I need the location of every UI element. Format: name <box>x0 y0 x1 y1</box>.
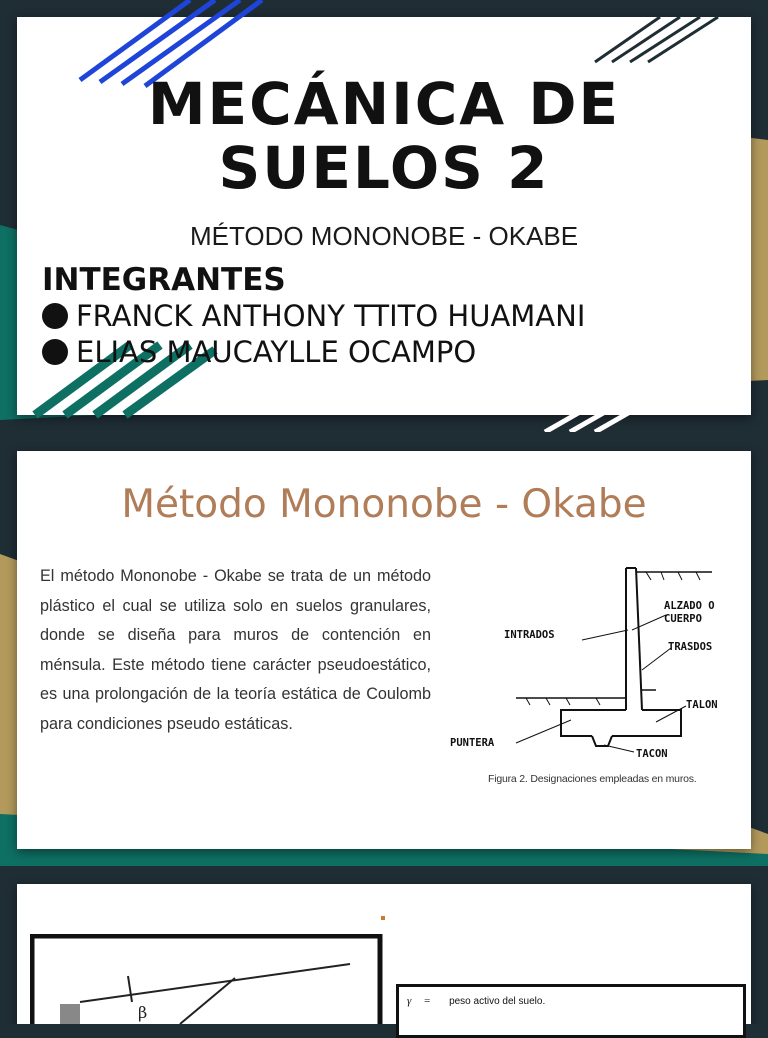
title-line-2: SUELOS 2 <box>218 134 550 202</box>
member-name: FRANCK ANTHONY TTITO HUAMANI <box>76 299 586 333</box>
method-description: El método Mononobe - Okabe se trata de un método plástico el cual se utiliza solo en suelos granulares, donde se diseña para muros de contención en ménsula. Este método tiene carácter pseudoestático, es una prolongación de la teoría estática de Coulomb para condiciones pseudo estáticas. <box>40 567 431 733</box>
member-name: ELIAS MAUCAYLLE OCAMPO <box>76 335 477 369</box>
legend-symbol: γ <box>407 995 412 1007</box>
symbol-legend <box>396 984 746 1038</box>
label-tacon: TACON <box>636 748 668 760</box>
presentation-title <box>0 72 768 200</box>
member-item <box>42 298 585 334</box>
wedge-diagram <box>30 934 385 1024</box>
method-title: Método Mononobe - Okabe <box>121 482 647 527</box>
label-trasdos: TRASDOS <box>668 641 713 653</box>
presentation-subtitle: MÉTODO MONONOBE - OKABE <box>189 221 579 251</box>
label-talon: TALON <box>686 699 718 711</box>
bullet-icon <box>42 303 68 329</box>
decorative-dot <box>381 916 385 920</box>
label-cuerpo: CUERPO <box>664 613 702 625</box>
member-item <box>42 334 585 370</box>
beta-label: β <box>138 1003 148 1022</box>
label-alzado: ALZADO O <box>664 600 715 612</box>
bullet-icon <box>42 339 68 365</box>
label-intrados: INTRADOS <box>504 629 555 641</box>
legend-row <box>407 995 545 1007</box>
slide-title <box>0 0 768 432</box>
legend-text: peso activo del suelo. <box>449 996 546 1007</box>
title-line-1: MECÁNICA DE <box>147 70 621 138</box>
figure-caption: Figura 2. Designaciones empleadas en muros. <box>488 773 697 785</box>
label-puntera: PUNTERA <box>450 737 495 749</box>
legend-equals: = <box>424 995 431 1007</box>
retaining-wall-diagram <box>446 560 746 770</box>
members-heading: INTEGRANTES <box>42 262 286 298</box>
members-list <box>42 262 585 370</box>
